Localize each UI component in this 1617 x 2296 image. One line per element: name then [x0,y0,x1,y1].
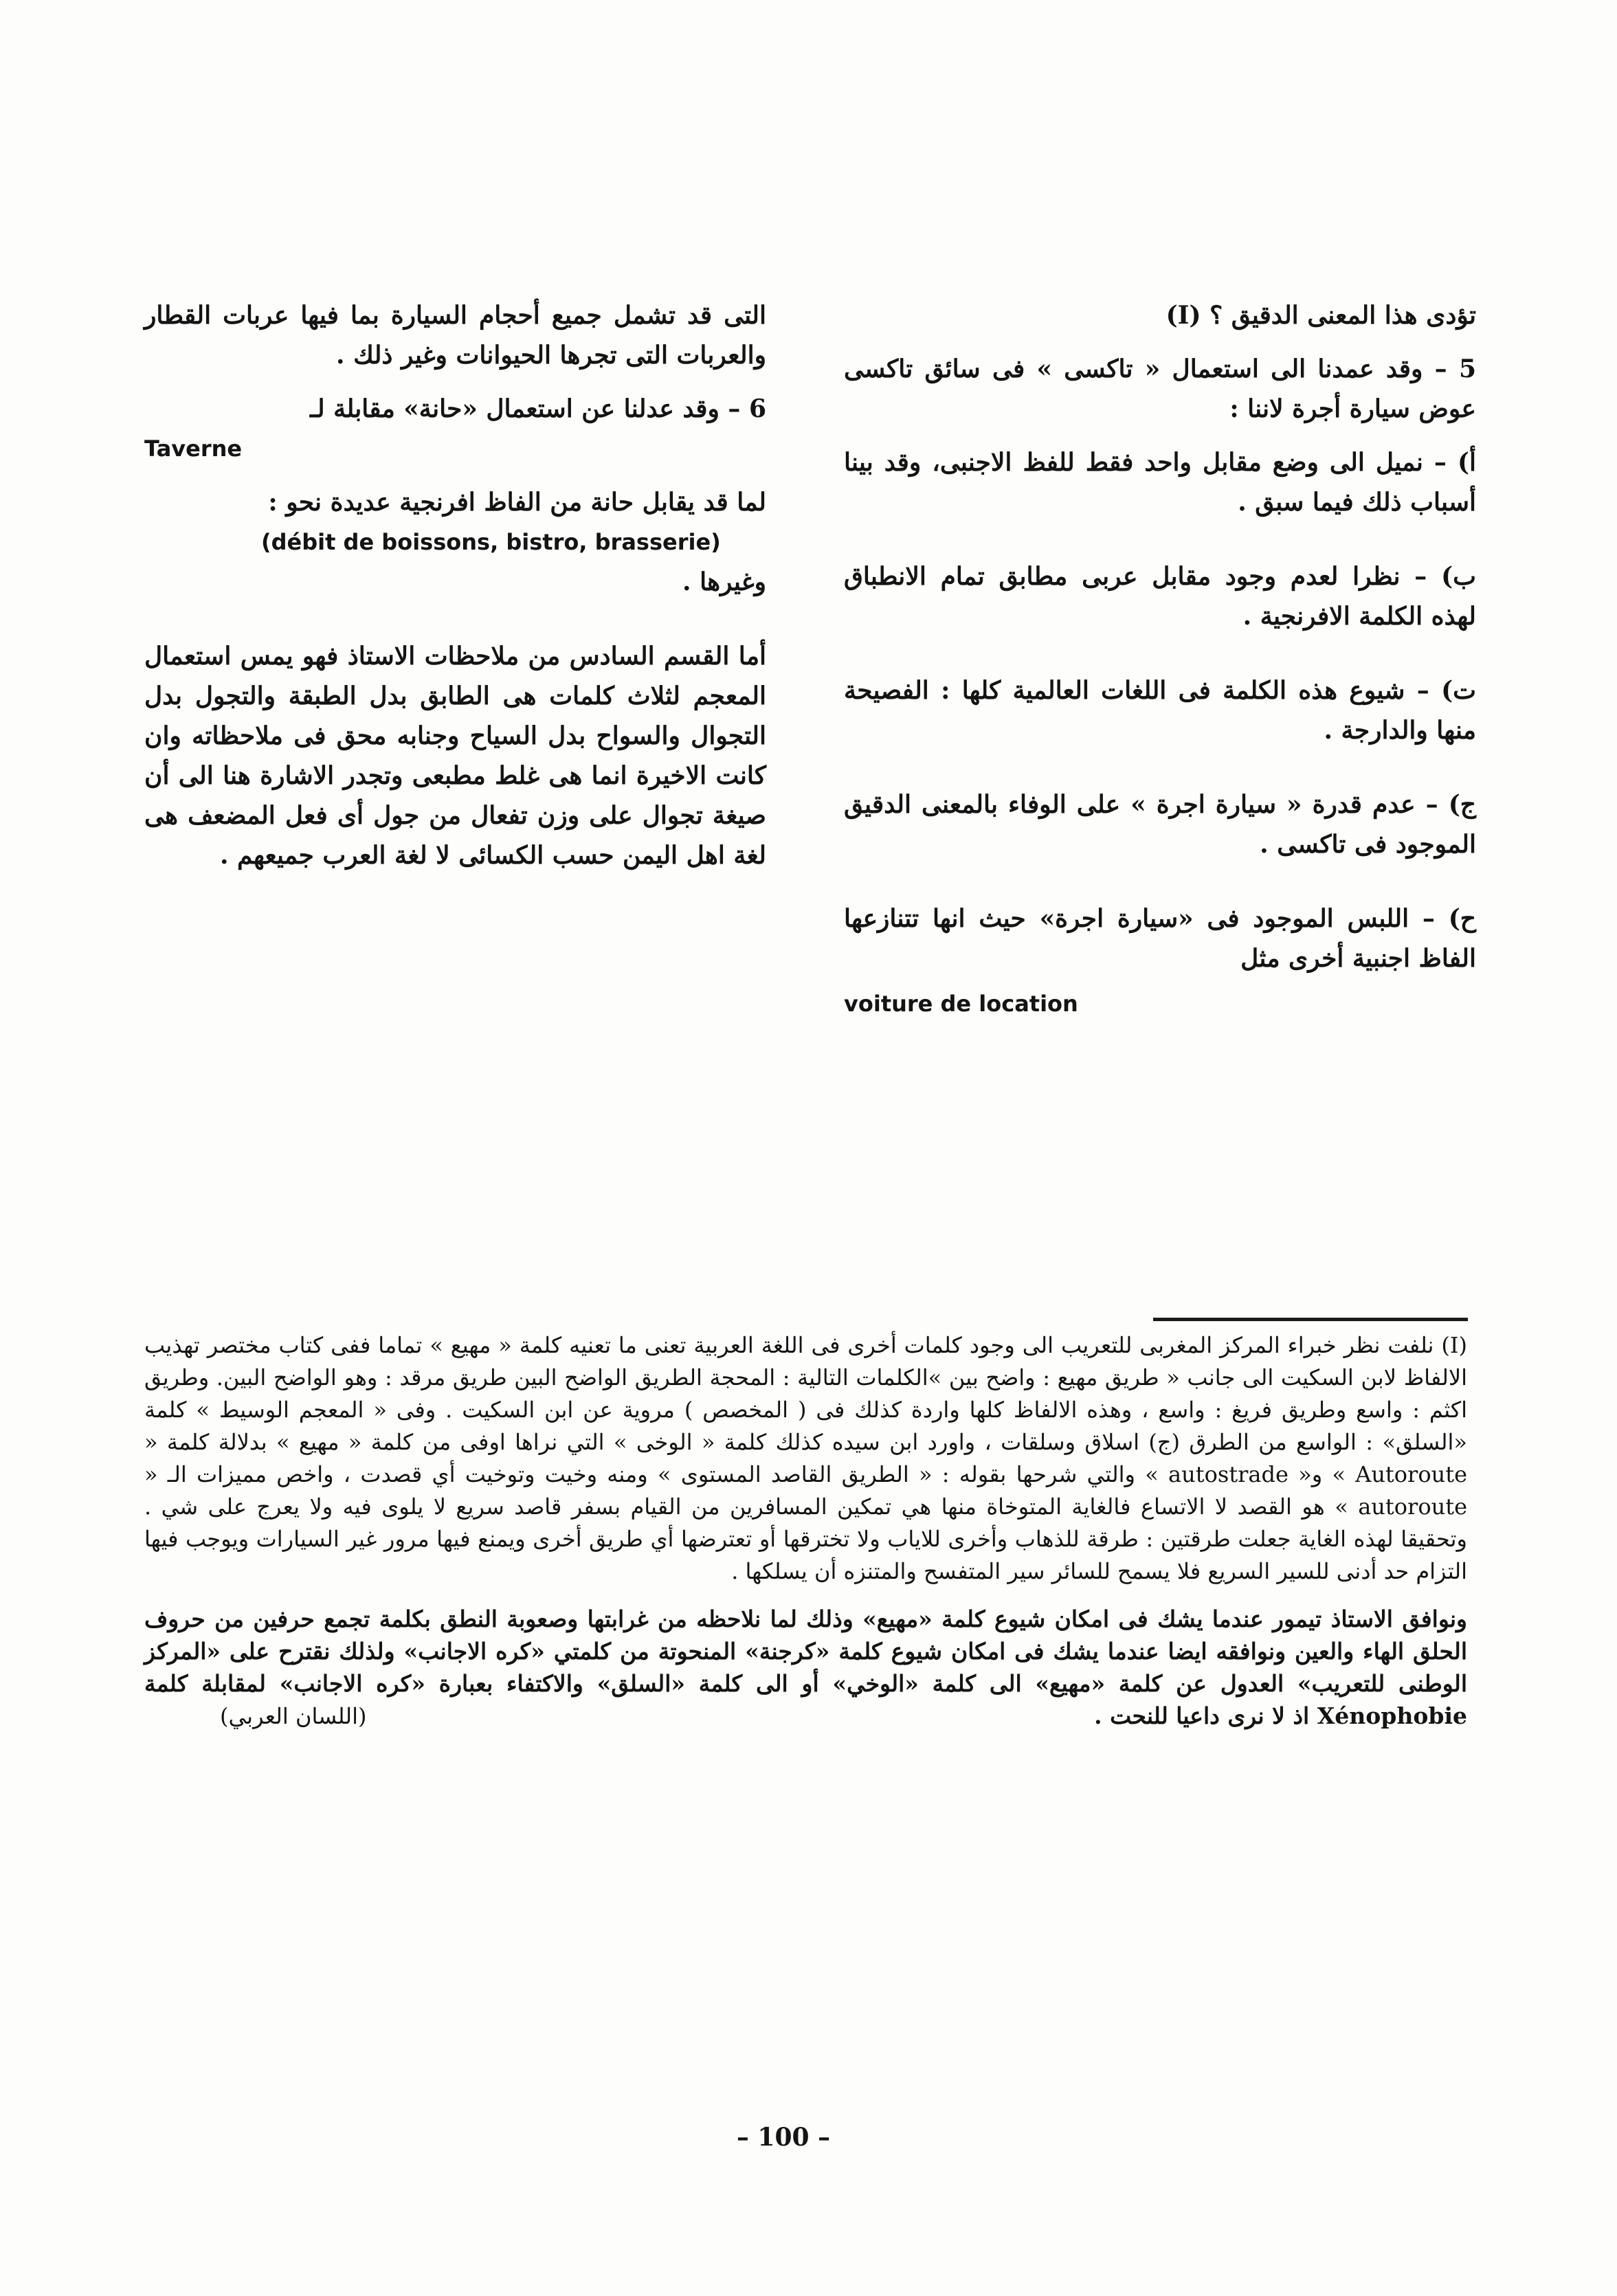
taverne-note: لما قد يقابل حانة من الفاظ افرنجية عديدة نحو : [268,488,766,517]
point-6-latin: Taverne [144,436,243,462]
editorial-paragraph: ونوافق الاستاذ تيمور عندما يشك فى امكان شيوع كلمة «مهيع» وذلك لما نلاحظه من غرابتها وصعوبة النطق بكلمة تجمع حرفين من حروف الحلق الهاء والعين ونوافقه ايضا عندما يشك فى امكان شيوع كلمة «كرجنة» المنحوتة من كلمتي «كره الاجانب» ولذلك نقترح على «المركز الوطنى للتعريب» العدول عن كلمة «مهيع» الى كلمة «الوخي» أو الى كلمة «السلق» والاكتفاء بعبارة «كره الاجانب» لمقابلة كلمة Xénophobie اذ لا نرى داعيا للنحت . [144,1606,1467,1729]
item-t: ت) – شيوع هذه الكلمة فى اللغات العالمية كلها : الفصيحة منها والدارجة . [844,676,1476,745]
and-others: وغيرها . [682,567,766,596]
footnote-note: (I) نلفت نظر خبراء المركز المغربى للتعريب الى وجود كلمات أخرى فى اللغة العربية تعنى ما تعنيه كلمة « مهيع » تماما ففى كتاب مختصر تهذيب الالفاظ لابن السكيت الى جانب « طريق مهيع : واضح بين »الكلمات التالية : المحجة الطريق الواضح البين طريق مرقد : وهو الواضح البين. وطريق اكثم : واسع وطريق فريغ : واسع ، وهذه الالفاظ كلها واردة كذلك فى ( المخصص ) مروية عن ابن السكيت . وفى « المعجم الوسيط » كلمة «السلق» : الواسع من الطرق (ج) اسلاق وسلقات ، واورد ابن سيده كذلك كلمة « الوخى » التي نراها اوفى من كلمة « مهيع » بدلالة كلمة « Autoroute » و« autostrade » والتي شرحها بقوله : « الطريق القاصد المستوى » ومنه وخيت وتوخيت أي قصدت ، واخص مميزات الـ « autoroute » هو القصد لا الاتساع فالغاية المتوخاة منها هي تمكين المسافرين من القيام بسفر قاصد سريع لا يلوى فيه ولا يعرج على شي . وتحقيقا لهذه الغاية جعلت طرقتين : طرقة للذهاب وأخرى للاياب ولا تخترقها أو تعترضها أي طريق أخرى ويمنع فيها مرور غير السيارات ويوجب فيها التزام حد أدنى للسير السريع فلا يسمح للسائر سير المتفسح والمتنزه أن يسلكها . [144,1332,1468,1584]
item-a: أ) – نميل الى وضع مقابل واحد فقط للفظ الاجنبى، وقد بينا أسباب ذلك فيما سبق . [844,448,1476,517]
point-5: 5 – وقد عمدنا الى استعمال « تاكسى » فى سائق تاكسى عوض سيارة أجرة لاننا : [844,354,1476,423]
signature: (اللسان العربي) [220,1703,367,1729]
item-b: ب) – نظرا لعدم وجود مقابل عربى مطابق تمام الانطباق لهذه الكلمة الافرنجية . [844,562,1476,631]
left-column [144,295,766,889]
item-h: ح) – اللبس الموجود فى «سيارة اجرة» حيث انها تتنازعها الفاظ اجنبية أخرى مثل [844,904,1476,973]
footnote [144,1329,1467,1755]
item-j: ج) – عدم قدرة « سيارة اجرة » على الوفاء بالمعنى الدقيق الموجود فى تاكسى . [844,790,1476,859]
right-column [844,295,1476,1037]
latin-list: (débit de boissons, bistro, brasserie) [261,529,721,555]
continuation: التى قد تشمل جميع أحجام السيارة بما فيها عربات القطار والعربات التى تجرها الحيوانات وغير ذلك . [144,301,766,370]
intro-line: تؤدى هذا المعنى الدقيق ؟ (I) [1166,301,1476,330]
point-6: 6 – وقد عدلنا عن استعمال «حانة» مقابلة لـ [310,394,766,423]
item-h-latin: voiture de location [844,991,1078,1017]
page-number: – 100 – [736,2123,831,2152]
footnote-rule [1153,1318,1468,1321]
section-6: أما القسم السادس من ملاحظات الاستاذ فهو يمس استعمال المعجم لثلاث كلمات هى الطابق بدل الطبقة والتجول بدل التجوال والسواح بدل السياح وجنابه محق فى ملاحظاته وان كانت الاخيرة انما هى غلط مطبعى وتجدر الاشارة هنا الى أن صيغة تجوال على وزن تفعال من جول أى فعل المضعف هى لغة اهل اليمن حسب الكسائى لا لغة العرب جميعهم . [144,642,766,870]
